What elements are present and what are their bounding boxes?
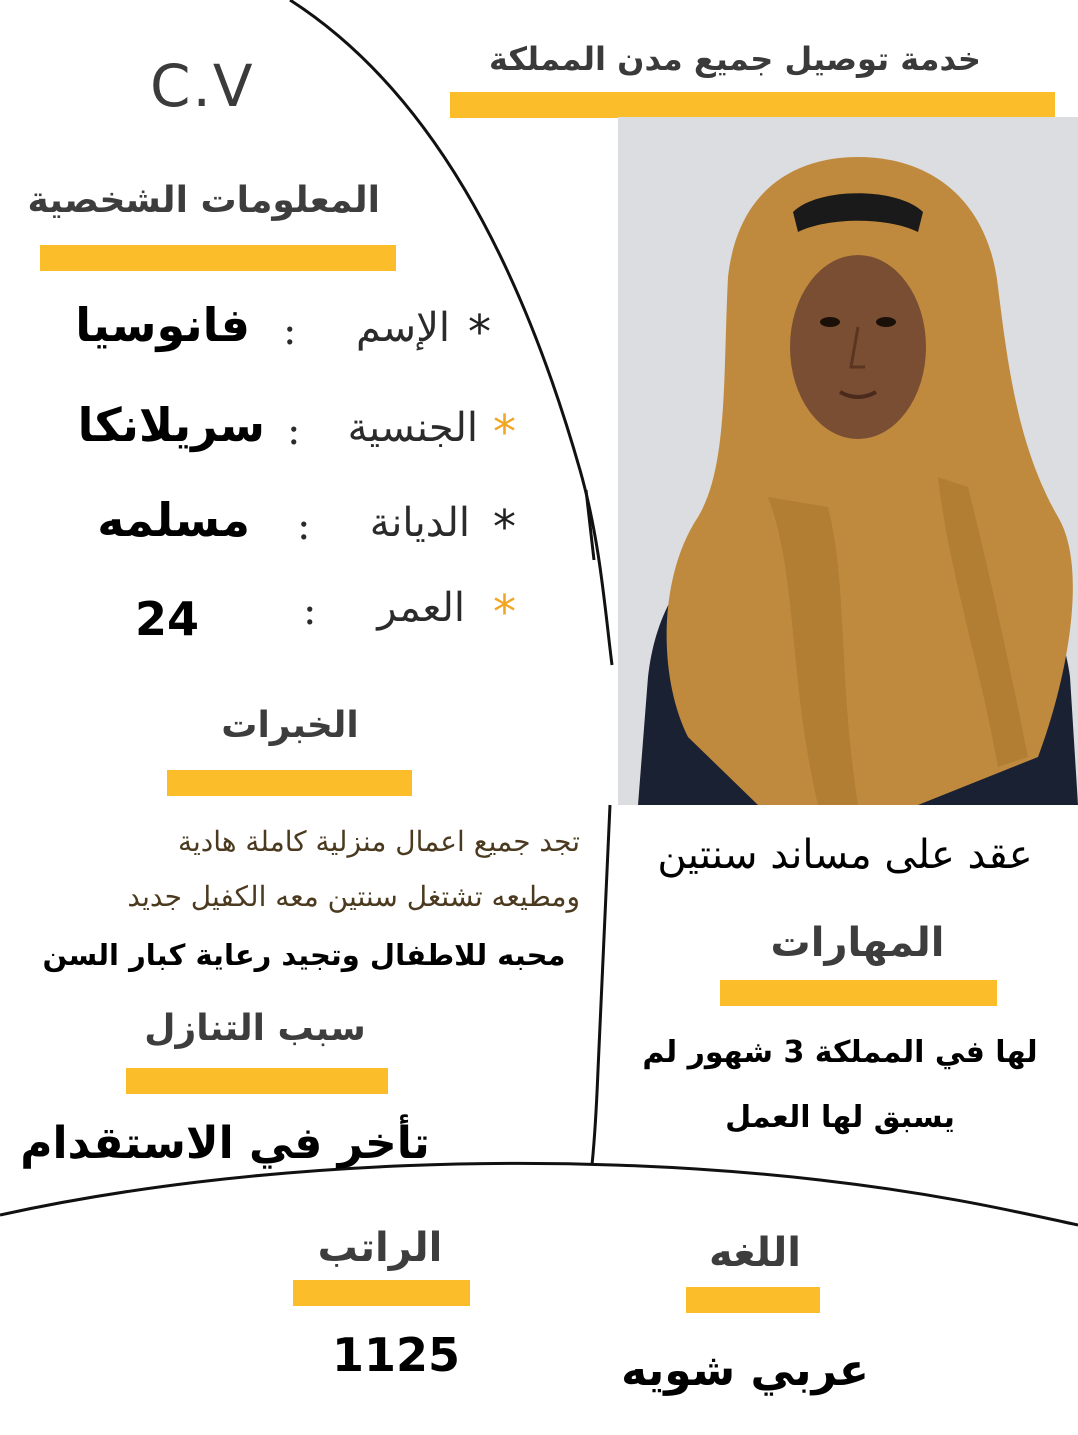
reason-underline bbox=[126, 1068, 388, 1094]
nationality-value: سريلانكا bbox=[77, 398, 265, 452]
experience-underline bbox=[167, 770, 412, 796]
experience-title: الخبرات bbox=[221, 705, 359, 746]
reason-value: تأخر في الاستقدام bbox=[20, 1118, 430, 1169]
contract-text: عقد على مساند سنتين bbox=[657, 832, 1033, 878]
age-value: 24 bbox=[135, 592, 200, 646]
name-value: فانوسيا bbox=[75, 298, 250, 352]
religion-value: مسلمه bbox=[97, 493, 250, 547]
language-value: عربي شويه bbox=[621, 1345, 869, 1396]
portrait-illustration bbox=[618, 117, 1078, 805]
nationality-sep: : bbox=[287, 408, 301, 454]
age-label: العمر bbox=[377, 585, 465, 631]
name-label: الإسم bbox=[355, 305, 450, 351]
bullet-star: * bbox=[493, 500, 516, 554]
language-underline bbox=[686, 1287, 820, 1313]
service-header: خدمة توصيل جميع مدن المملكة bbox=[489, 40, 981, 78]
skills-line-2: يسبق لها العمل bbox=[725, 1100, 955, 1135]
skills-line-1: لها في المملكة 3 شهور لم bbox=[642, 1035, 1038, 1070]
service-underline bbox=[450, 92, 1055, 118]
salary-value: 1125 bbox=[332, 1328, 461, 1382]
reason-title: سبب التنازل bbox=[144, 1008, 366, 1049]
age-sep: : bbox=[303, 588, 317, 634]
nationality-label: الجنسية bbox=[347, 405, 478, 451]
middle-vertical-curve bbox=[592, 805, 610, 1165]
religion-sep: : bbox=[297, 503, 311, 549]
bottom-arc-curve bbox=[0, 1163, 1078, 1225]
experience-line-2: ومطيعه تشتغل سنتين معه الكفيل جديد bbox=[127, 880, 580, 913]
skills-underline bbox=[720, 980, 997, 1006]
bullet-star: * bbox=[468, 305, 491, 359]
personal-info-underline bbox=[40, 245, 396, 271]
bullet-star: * bbox=[493, 405, 516, 459]
cv-title: C.V bbox=[150, 52, 255, 120]
experience-line-1: تجد جميع اعمال منزلية كاملة هادية bbox=[177, 825, 580, 858]
worker-photo bbox=[618, 117, 1078, 805]
religion-label: الديانة bbox=[369, 500, 470, 546]
bullet-star: * bbox=[493, 585, 516, 639]
personal-info-title: المعلومات الشخصية bbox=[27, 180, 380, 221]
salary-title: الراتب bbox=[317, 1225, 443, 1271]
name-sep: : bbox=[283, 308, 297, 354]
salary-underline bbox=[293, 1280, 470, 1306]
language-title: اللغه bbox=[709, 1230, 801, 1276]
experience-line-3: محبه للاطفال وتجيد رعاية كبار السن bbox=[42, 938, 566, 972]
skills-title: المهارات bbox=[770, 920, 945, 966]
